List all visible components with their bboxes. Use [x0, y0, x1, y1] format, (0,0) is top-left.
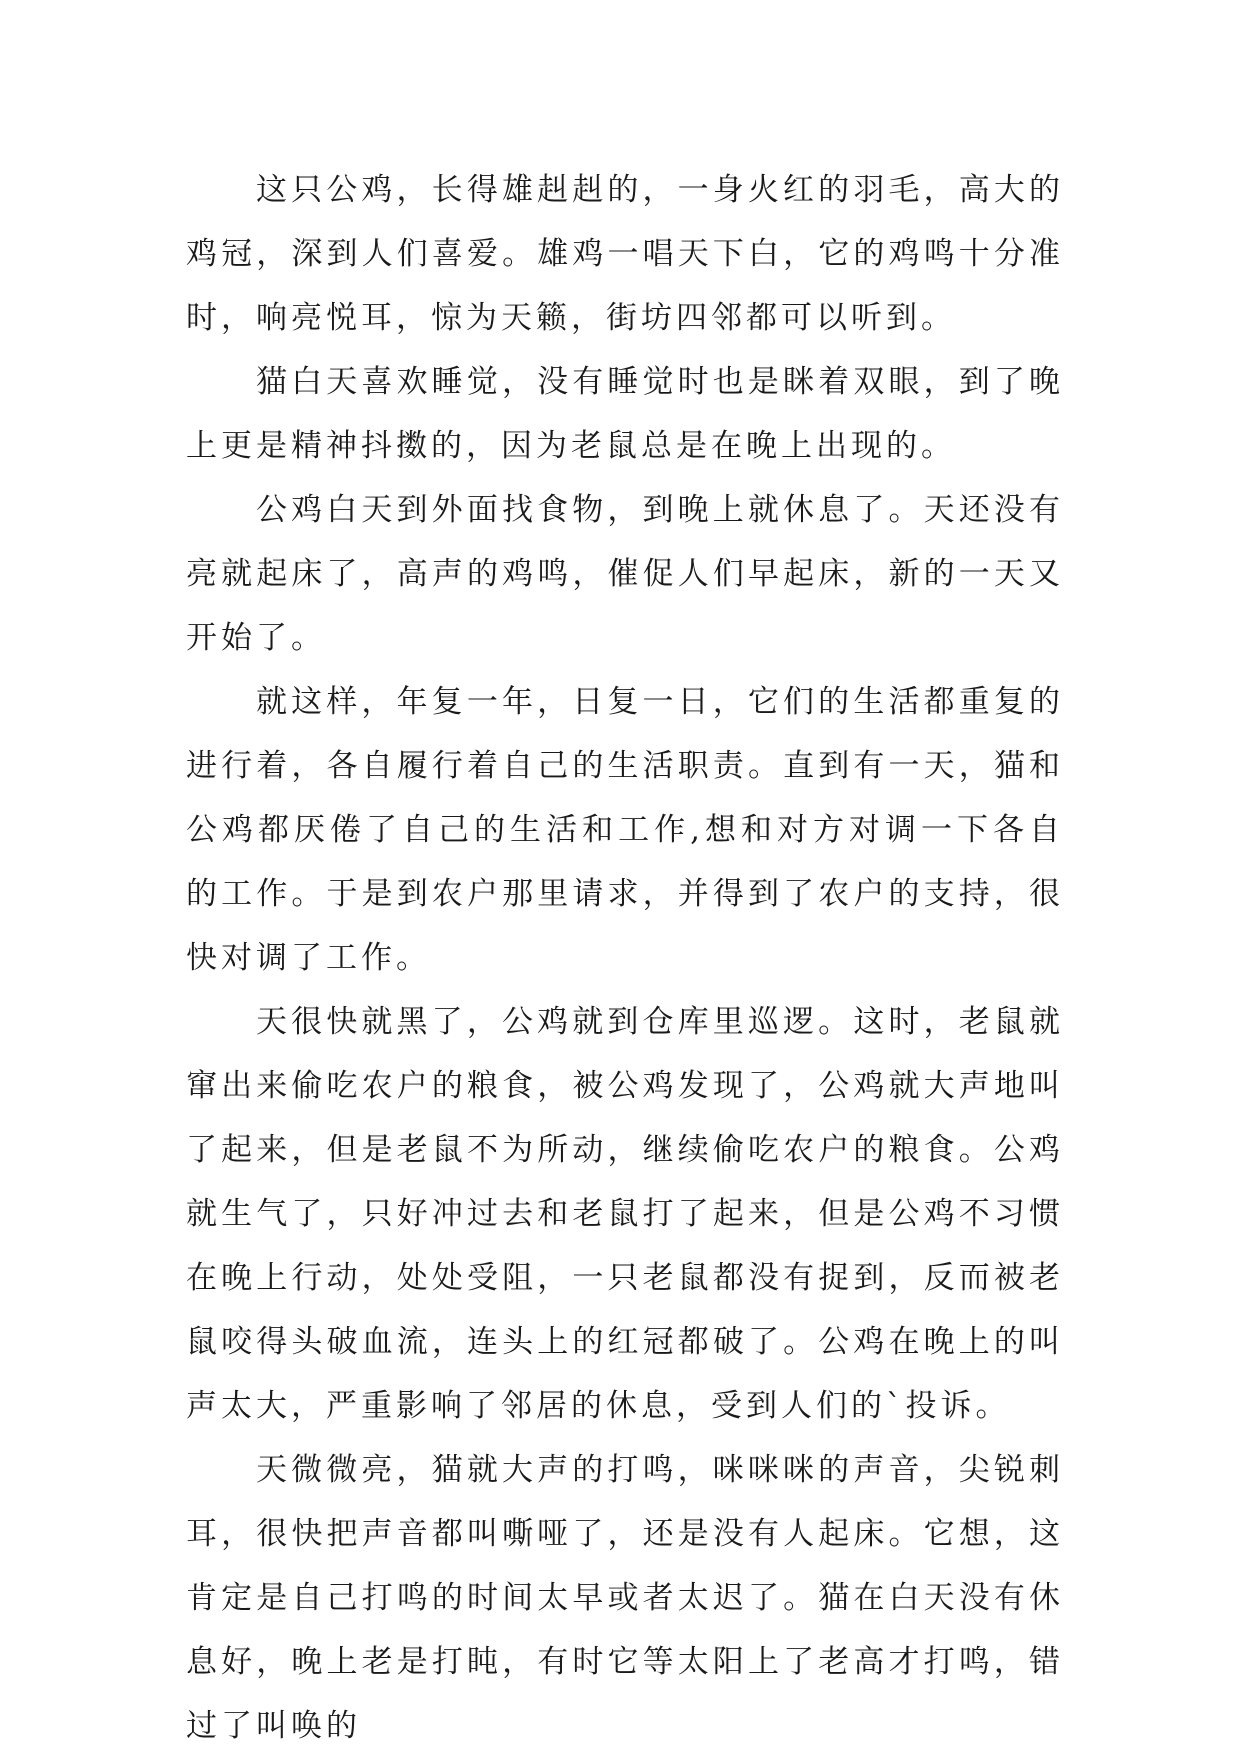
paragraph-1: 这只公鸡，长得雄赳赳的，一身火红的羽毛，高大的鸡冠，深到人们喜爱。雄鸡一唱天下白，它的鸡鸣十分准时，响亮悦耳，惊为天籁，街坊四邻都可以听到。	[186, 172, 1064, 336]
paragraph-5: 天很快就黑了，公鸡就到仓库里巡逻。这时，老鼠就窜出来偷吃农户的粮食，被公鸡发现了，公鸡就大声地叫了起来，但是老鼠不为所动，继续偷吃农户的粮食。公鸡就生气了，只好冲过去和老鼠打了起来，但是公鸡不习惯在晚上行动，处处受阻，一只老鼠都没有捉到，反而被老鼠咬得头破血流，连头上的红冠都破了。公鸡在晚上的叫声太大，严重影响了邻居的休息，受到人们的`投诉。	[186, 1004, 1064, 1424]
paragraph-4: 就这样，年复一年，日复一日，它们的生活都重复的进行着，各自履行着自己的生活职责。直到有一天，猫和公鸡都厌倦了自己的生活和工作,想和对方对调一下各自的工作。于是到农户那里请求，并得到了农户的支持，很快对调了工作。	[186, 684, 1064, 976]
paragraph-3: 公鸡白天到外面找食物，到晚上就休息了。天还没有亮就起床了，高声的鸡鸣，催促人们早起床，新的一天又开始了。	[186, 492, 1064, 656]
paragraph-6: 天微微亮，猫就大声的打鸣，咪咪咪的声音，尖锐刺耳，很快把声音都叫嘶哑了，还是没有人起床。它想，这肯定是自己打鸣的时间太早或者太迟了。猫在白天没有休息好，晚上老是打盹，有时它等太阳上了老高才打鸣，错过了叫唤的	[186, 1452, 1064, 1744]
paragraph-2: 猫白天喜欢睡觉，没有睡觉时也是眯着双眼，到了晚上更是精神抖擞的，因为老鼠总是在晚上出现的。	[186, 364, 1064, 464]
document-body	[186, 158, 1064, 1758]
